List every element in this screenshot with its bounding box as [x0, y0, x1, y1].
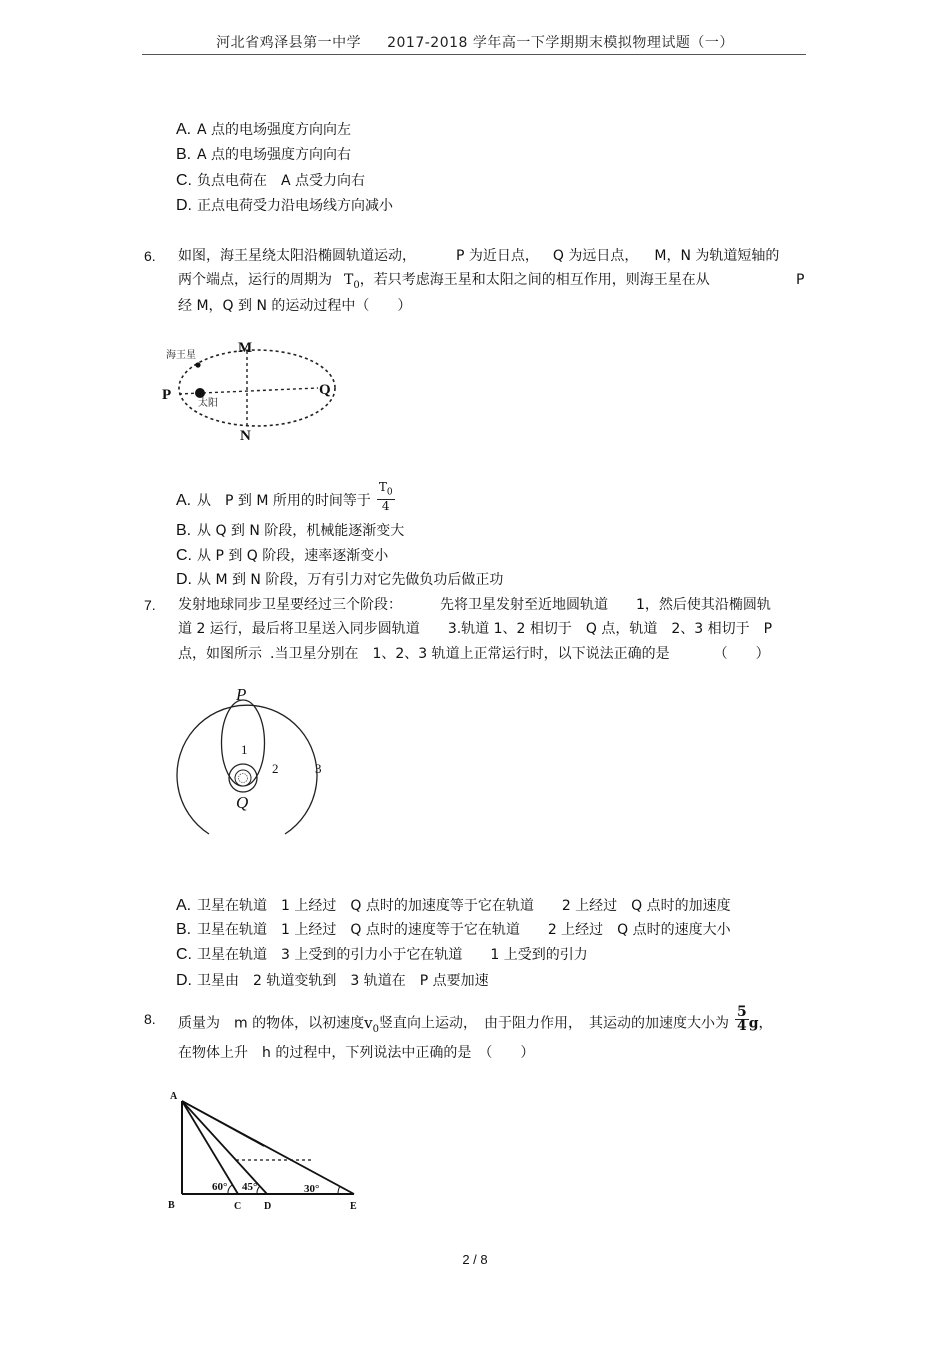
- incline-ac: [182, 1101, 238, 1194]
- label-q: Q: [236, 793, 249, 812]
- q8-stem-line2: 在物体上升 h 的过程中，下列说法中正确的是 （ ）: [178, 1045, 535, 1061]
- planet-dot: [195, 362, 200, 367]
- label-3: 3: [315, 761, 322, 776]
- q7-number: 7.: [144, 597, 156, 613]
- q7-orbit-figure: [172, 682, 332, 844]
- fraction-t0-over-4: $\frac{T_0}{4}$: [378, 480, 393, 514]
- angle-arc-60: [228, 1185, 232, 1194]
- period-symbol: $T_0$: [344, 272, 360, 291]
- q5-option-c: C. 负点电荷在 A 点受力向右: [176, 172, 366, 189]
- q5-option-b: B. A 点的电场强度方向向右: [176, 146, 352, 163]
- q6-stem-line2: 两个端点，运行的周期为 $T_0$，若只考虑海王星和太阳之间的相互作用，则海王星在从: [178, 272, 710, 291]
- planet-label: 海王星: [166, 350, 196, 361]
- angle-arc-45: [257, 1186, 260, 1194]
- orbit-3: [177, 705, 317, 834]
- page-number: 2 / 8: [462, 1252, 488, 1267]
- label-e: E: [350, 1201, 357, 1212]
- q8-incline-figure: [164, 1086, 364, 1214]
- q6-option-d: D. 从 M 到 N 阶段，万有引力对它先做负功后做正功: [176, 571, 504, 588]
- q6-orbit-figure: [158, 336, 348, 448]
- header-title: 2017-2018 学年高一下学期期末模拟物理试题（一）: [387, 35, 734, 51]
- q7-option-a: A. 卫星在轨道 1 上经过 Q 点时的加速度等于它在轨道 2 上经过 Q 点时的加速度: [176, 897, 731, 914]
- label-p: P: [236, 685, 247, 704]
- q7-stem-line2: 道 2 运行，最后将卫星送入同步圆轨道 3.轨道 1、2 相切于 Q 点，轨道 2、3 相切于 P: [178, 621, 773, 637]
- q6-number: 6.: [144, 248, 156, 264]
- label-c: C: [234, 1201, 242, 1212]
- angle-45-label: 45°: [242, 1181, 258, 1193]
- q6-stem-p: P: [796, 272, 805, 288]
- earth-icon: [235, 770, 251, 786]
- label-n: N: [240, 428, 251, 444]
- sun-label: 太阳: [198, 398, 218, 409]
- q8-stem-line1: 质量为 m 的物体，以初速度$v_0$竖直向上运动， 由于阻力作用， 其运动的加速度大小为 $\frac{5}{4}$ g，: [178, 1004, 773, 1035]
- label-q: Q: [319, 382, 331, 398]
- q6-option-b: B. 从 Q 到 N 阶段，机械能逐渐变大: [176, 522, 405, 539]
- q6-option-c: C. 从 P 到 Q 阶段，速率逐渐变小: [176, 547, 389, 564]
- label-p: P: [162, 387, 172, 403]
- q6-option-a: A. 从 P 到 M 所用的时间等于 $\frac{T_0}{4}$: [176, 480, 393, 514]
- q5-option-a: A. A 点的电场强度方向向左: [176, 121, 352, 138]
- angle-arc-30: [338, 1186, 340, 1194]
- angle-30-label: 30°: [304, 1183, 320, 1195]
- q5-option-d: D. 正点电荷受力沿电场线方向减小: [176, 197, 393, 214]
- q7-option-d: D. 卫星由 2 轨道变轨到 3 轨道在 P 点要加速: [176, 972, 489, 989]
- label-d: D: [264, 1201, 272, 1212]
- q7-option-c: C. 卫星在轨道 3 上受到的引力小于它在轨道 1 上受到的引力: [176, 946, 588, 963]
- q7-option-b: B. 卫星在轨道 1 上经过 Q 点时的速度等于它在轨道 2 上经过 Q 点时的速度大小: [176, 921, 731, 938]
- fraction-5-over-4: $\frac{5}{4}$: [736, 1004, 747, 1034]
- label-m: M: [238, 340, 253, 356]
- angle-60-label: 60°: [212, 1181, 228, 1193]
- q7-stem-line3: 点，如图所示 .当卫星分别在 1、2、3 轨道上正常运行时，以下说法正确的是 （ ）: [178, 646, 770, 662]
- header-divider: [142, 54, 806, 55]
- page-header: [0, 32, 950, 52]
- q6-stem-line1: 如图，海王星绕太阳沿椭圆轨道运动， P 为近日点， Q 为远日点， M，N 为轨道短轴的: [178, 248, 780, 264]
- label-a: A: [170, 1091, 178, 1102]
- sun-dot: [195, 388, 205, 398]
- q6-stem-line3: 经 M，Q 到 N 的运动过程中（ ）: [178, 298, 412, 314]
- label-1: 1: [241, 742, 248, 757]
- q8-number: 8.: [144, 1011, 156, 1027]
- upper-line: [182, 1101, 264, 1146]
- q7-stem-line1: 发射地球同步卫星要经过三个阶段： 先将卫星发射至近地圆轨道 1，然后使其沿椭圆轨: [178, 597, 771, 613]
- v0-symbol: $v_0$: [364, 1013, 379, 1035]
- header-school: 河北省鸡泽县第一中学: [216, 35, 362, 51]
- label-b: B: [168, 1200, 175, 1211]
- label-2: 2: [272, 761, 279, 776]
